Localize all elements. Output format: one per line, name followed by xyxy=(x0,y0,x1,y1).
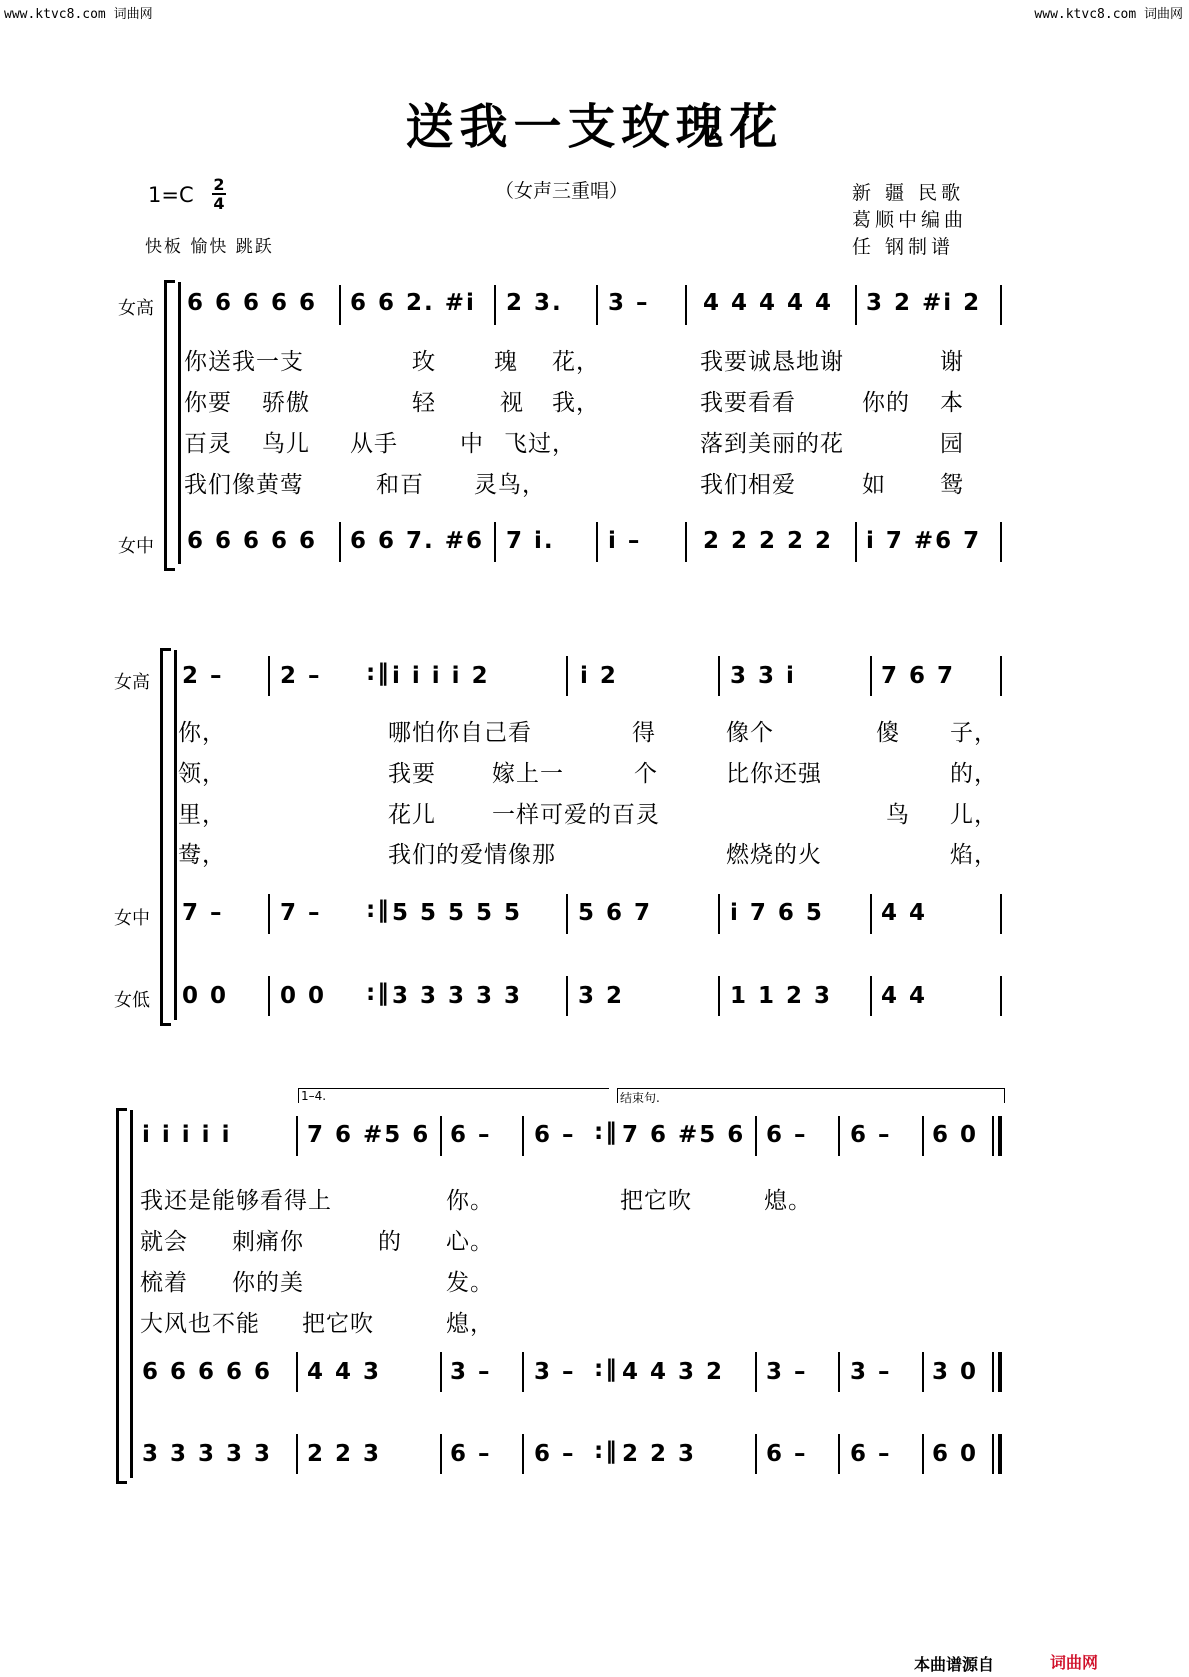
system-start-barline xyxy=(178,282,181,564)
jianpu-measure: 6 6 7. #6 xyxy=(350,528,485,554)
watermark-right: www.ktvc8.com 词曲网 xyxy=(1034,7,1183,22)
jianpu-measure: 3 2 xyxy=(578,983,625,1009)
jianpu-measure: 7 – xyxy=(280,900,322,926)
jianpu-measure: 3 – xyxy=(608,290,650,316)
lyric-line xyxy=(184,343,964,376)
lyric-segment: 你。 xyxy=(446,1188,494,1214)
jianpu-measure: 2 2 3 xyxy=(307,1441,382,1467)
lyric-segment: 子， xyxy=(950,720,998,746)
barline xyxy=(494,285,496,325)
lyric-line xyxy=(184,384,964,417)
repeat-sign: :‖ xyxy=(366,660,391,686)
jianpu-measure: 6 – xyxy=(766,1441,808,1467)
barline xyxy=(339,522,341,562)
barline xyxy=(870,894,872,934)
lyric-segment: 嫁上一 xyxy=(492,761,564,787)
barline xyxy=(718,656,720,696)
barline xyxy=(596,522,598,562)
barline xyxy=(522,1434,524,1474)
lyric-line xyxy=(178,796,998,829)
barline xyxy=(268,656,270,696)
credit-origin: 新 疆 民歌 xyxy=(852,182,965,204)
lyric-segment: 比你还强 xyxy=(726,761,822,787)
lyric-segment: 和百 xyxy=(376,472,424,498)
jianpu-measure: 3 3 i xyxy=(730,663,796,689)
barline xyxy=(296,1116,298,1156)
barline xyxy=(922,1434,924,1474)
barline xyxy=(268,976,270,1016)
final-barline-thick xyxy=(998,1116,1002,1156)
lyric-segment: 瑰 xyxy=(494,349,518,375)
time-signature-bottom: 4 xyxy=(213,194,225,213)
lyric-segment: 从手 xyxy=(350,431,398,457)
lyric-segment: 里， xyxy=(178,802,226,828)
lyric-segment: 发。 xyxy=(446,1270,494,1296)
jianpu-measure: 6 6 6 6 6 xyxy=(187,290,318,316)
lyric-segment: 本 xyxy=(940,390,964,416)
barline xyxy=(339,285,341,325)
lyric-segment: 你要 xyxy=(184,390,232,416)
source-note: 本曲谱源自 xyxy=(914,1655,995,1674)
page-title: 送我一支玫瑰花 xyxy=(405,99,784,155)
tempo-marking: 快板 愉快 跳跃 xyxy=(145,237,274,257)
time-signature-top: 2 xyxy=(213,175,225,194)
jianpu-measure: 6 – xyxy=(450,1122,492,1148)
jianpu-measure: 2 – xyxy=(280,663,322,689)
barline xyxy=(296,1352,298,1392)
credit-arranger: 葛顺中编曲 xyxy=(852,209,968,231)
jianpu-measure: 2 2 2 2 2 xyxy=(703,528,834,554)
system-bracket xyxy=(116,1108,127,1484)
lyric-segment: 心。 xyxy=(446,1229,494,1255)
barline xyxy=(1000,656,1002,696)
barline xyxy=(596,285,598,325)
jianpu-measure: 4 4 3 2 xyxy=(622,1359,725,1385)
jianpu-measure: 6 – xyxy=(534,1441,576,1467)
credit-transcriber: 任 钢制谱 xyxy=(852,236,955,258)
barline xyxy=(922,1352,924,1392)
time-signature xyxy=(212,176,226,212)
jianpu-measure: i 7 #6 7 xyxy=(866,528,982,554)
voice-label-soprano: 女高 xyxy=(114,672,150,693)
final-barline-thick xyxy=(998,1352,1002,1392)
lyric-segment: 中 xyxy=(460,431,484,457)
lyric-segment: 我要 xyxy=(388,761,436,787)
final-barline-thin xyxy=(992,1116,994,1156)
lyric-segment: 得 xyxy=(632,720,656,746)
lyric-segment: 的 xyxy=(378,1229,402,1255)
barline xyxy=(494,522,496,562)
lyric-segment: 你， xyxy=(178,720,226,746)
jianpu-measure: i 2 xyxy=(580,663,618,689)
barline xyxy=(440,1434,442,1474)
barline xyxy=(855,285,857,325)
lyric-segment: 鸳 xyxy=(940,472,964,498)
volta-first-ending: 1–4. xyxy=(298,1088,609,1103)
lyric-segment: 我要看看 xyxy=(700,390,796,416)
jianpu-measure: 0 0 xyxy=(280,983,327,1009)
jianpu-measure: 6 – xyxy=(450,1441,492,1467)
voice-label-soprano: 女高 xyxy=(118,298,154,319)
jianpu-measure: 5 6 7 xyxy=(578,900,653,926)
jianpu-measure: 6 6 6 6 6 xyxy=(142,1359,273,1385)
lyric-segment: 你的 xyxy=(862,390,910,416)
jianpu-measure: 3 3 3 3 3 xyxy=(142,1441,273,1467)
lyric-segment: 你送我一支 xyxy=(184,349,304,375)
jianpu-measure: 2 – xyxy=(182,663,224,689)
lyric-segment: 我们的爱情像那 xyxy=(388,842,556,868)
watermark-left: www.ktvc8.com 词曲网 xyxy=(4,7,153,22)
lyric-segment: 熄， xyxy=(446,1311,494,1337)
barline xyxy=(755,1352,757,1392)
lyric-segment: 把它吹 xyxy=(620,1188,692,1214)
lyric-segment: 鸟儿 xyxy=(262,431,310,457)
barline xyxy=(922,1116,924,1156)
lyric-line xyxy=(140,1223,494,1256)
lyric-segment: 百灵 xyxy=(184,431,232,457)
repeat-sign: :‖ xyxy=(594,1119,619,1145)
repeat-sign: :‖ xyxy=(594,1356,619,1382)
lyric-line xyxy=(184,466,964,499)
voice-label-alto: 女中 xyxy=(118,536,154,557)
lyric-segment: 谢 xyxy=(940,349,964,375)
jianpu-measure: 7 6 7 xyxy=(881,663,956,689)
barline xyxy=(440,1116,442,1156)
lyric-segment: 大风也不能 xyxy=(140,1311,260,1337)
jianpu-measure: 5 5 5 5 5 xyxy=(392,900,523,926)
jianpu-measure: i i i i i xyxy=(142,1122,232,1148)
jianpu-measure: 0 0 xyxy=(182,983,229,1009)
barline xyxy=(1000,894,1002,934)
jianpu-measure: 6 6 6 6 6 xyxy=(187,528,318,554)
jianpu-measure: 7 6 #5 6 xyxy=(622,1122,746,1148)
jianpu-measure: 6 6 2. #i xyxy=(350,290,476,316)
lyric-segment: 灵鸟， xyxy=(474,472,546,498)
jianpu-measure: 1 1 2 3 xyxy=(730,983,833,1009)
lyric-segment: 我们相爱 xyxy=(700,472,796,498)
jianpu-measure: 7 6 #5 6 xyxy=(307,1122,431,1148)
lyric-segment: 焰， xyxy=(950,842,998,868)
lyric-segment: 如 xyxy=(862,472,886,498)
barline xyxy=(685,522,687,562)
system-start-barline xyxy=(174,650,177,1020)
voice-label-low: 女低 xyxy=(114,990,150,1011)
jianpu-measure: 6 – xyxy=(850,1122,892,1148)
lyric-segment: 领， xyxy=(178,761,226,787)
barline xyxy=(522,1352,524,1392)
jianpu-measure: 3 – xyxy=(450,1359,492,1385)
lyric-segment: 燃烧的火 xyxy=(726,842,822,868)
lyric-segment: 鸟 xyxy=(886,802,910,828)
jianpu-measure: 4 4 xyxy=(881,983,928,1009)
jianpu-measure: 4 4 4 4 4 xyxy=(703,290,834,316)
volta-final-ending: 结束句. xyxy=(617,1088,1005,1103)
barline xyxy=(1000,522,1002,562)
barline xyxy=(1000,976,1002,1016)
lyric-line xyxy=(140,1264,494,1297)
system-bracket xyxy=(164,280,175,571)
lyric-segment: 玫 xyxy=(412,349,436,375)
lyric-segment: 飞过， xyxy=(504,431,576,457)
jianpu-measure: 3 2 #i 2 xyxy=(866,290,982,316)
lyric-segment: 就会 xyxy=(140,1229,188,1255)
lyric-segment: 落到美丽的花 xyxy=(700,431,844,457)
voice-label-alto: 女中 xyxy=(114,908,150,929)
final-barline-thin xyxy=(992,1434,994,1474)
lyric-segment: 花， xyxy=(552,349,600,375)
lyric-segment: 把它吹 xyxy=(302,1311,374,1337)
barline xyxy=(838,1434,840,1474)
jianpu-measure: 3 – xyxy=(850,1359,892,1385)
lyric-line xyxy=(178,836,998,869)
lyric-segment: 园 xyxy=(940,431,964,457)
barline xyxy=(838,1116,840,1156)
jianpu-measure: i – xyxy=(608,528,642,554)
repeat-sign: :‖ xyxy=(366,897,391,923)
barline xyxy=(566,976,568,1016)
lyric-segment: 视 xyxy=(500,390,524,416)
barline xyxy=(855,522,857,562)
barline xyxy=(685,285,687,325)
jianpu-measure: 4 4 xyxy=(881,900,928,926)
barline xyxy=(718,894,720,934)
lyric-segment: 花儿 xyxy=(388,802,436,828)
lyric-segment: 鸯， xyxy=(178,842,226,868)
barline xyxy=(755,1434,757,1474)
jianpu-measure: 3 – xyxy=(534,1359,576,1385)
jianpu-measure: 3 3 3 3 3 xyxy=(392,983,523,1009)
key-signature: 1=C xyxy=(148,183,194,207)
jianpu-measure: 7 – xyxy=(182,900,224,926)
lyric-segment: 我们像黄莺 xyxy=(184,472,304,498)
lyric-segment: 熄。 xyxy=(764,1188,812,1214)
barline xyxy=(1000,285,1002,325)
jianpu-measure: 3 – xyxy=(766,1359,808,1385)
site-logo[interactable]: 词曲网 xyxy=(1050,1653,1099,1672)
barline xyxy=(755,1116,757,1156)
lyric-segment: 你的美 xyxy=(232,1270,304,1296)
lyric-line xyxy=(140,1305,494,1338)
repeat-sign: :‖ xyxy=(594,1438,619,1464)
lyric-segment: 骄傲 xyxy=(262,390,310,416)
lyric-segment: 轻 xyxy=(412,390,436,416)
system-bracket xyxy=(160,648,171,1026)
lyric-line xyxy=(178,755,998,788)
barline xyxy=(566,656,568,696)
jianpu-measure: 2 3. xyxy=(506,290,563,316)
jianpu-measure: 6 – xyxy=(850,1441,892,1467)
final-barline-thick xyxy=(998,1434,1002,1474)
lyric-segment: 傻 xyxy=(876,720,900,746)
lyric-segment: 像个 xyxy=(726,720,774,746)
barline xyxy=(870,656,872,696)
lyric-segment: 的， xyxy=(950,761,998,787)
system-start-barline xyxy=(130,1110,133,1478)
jianpu-measure: 4 4 3 xyxy=(307,1359,382,1385)
jianpu-measure: 3 0 xyxy=(932,1359,979,1385)
jianpu-measure: i i i i 2 xyxy=(392,663,490,689)
lyric-segment: 刺痛你 xyxy=(232,1229,304,1255)
jianpu-measure: 6 – xyxy=(534,1122,576,1148)
lyric-segment: 儿， xyxy=(950,802,998,828)
barline xyxy=(870,976,872,1016)
lyric-line xyxy=(184,425,964,458)
barline xyxy=(268,894,270,934)
jianpu-measure: 2 2 3 xyxy=(622,1441,697,1467)
lyric-segment: 我要诚恳地谢 xyxy=(700,349,844,375)
repeat-sign: :‖ xyxy=(366,980,391,1006)
lyric-segment: 哪怕你自己看 xyxy=(388,720,532,746)
barline xyxy=(838,1352,840,1392)
lyric-line xyxy=(140,1182,812,1215)
lyric-segment: 个 xyxy=(634,761,658,787)
jianpu-measure: 7 i. xyxy=(506,528,555,554)
lyric-segment: 我， xyxy=(552,390,600,416)
lyric-line xyxy=(178,714,998,747)
lyric-segment: 一样可爱的百灵 xyxy=(492,802,660,828)
jianpu-measure: 6 – xyxy=(766,1122,808,1148)
lyric-segment: 梳着 xyxy=(140,1270,188,1296)
jianpu-measure: i 7 6 5 xyxy=(730,900,824,926)
subtitle: （女声三重唱） xyxy=(495,180,629,202)
barline xyxy=(718,976,720,1016)
jianpu-measure: 6 0 xyxy=(932,1122,979,1148)
barline xyxy=(522,1116,524,1156)
lyric-segment: 我还是能够看得上 xyxy=(140,1188,332,1214)
jianpu-measure: 6 0 xyxy=(932,1441,979,1467)
barline xyxy=(566,894,568,934)
final-barline-thin xyxy=(992,1352,994,1392)
barline xyxy=(440,1352,442,1392)
barline xyxy=(296,1434,298,1474)
